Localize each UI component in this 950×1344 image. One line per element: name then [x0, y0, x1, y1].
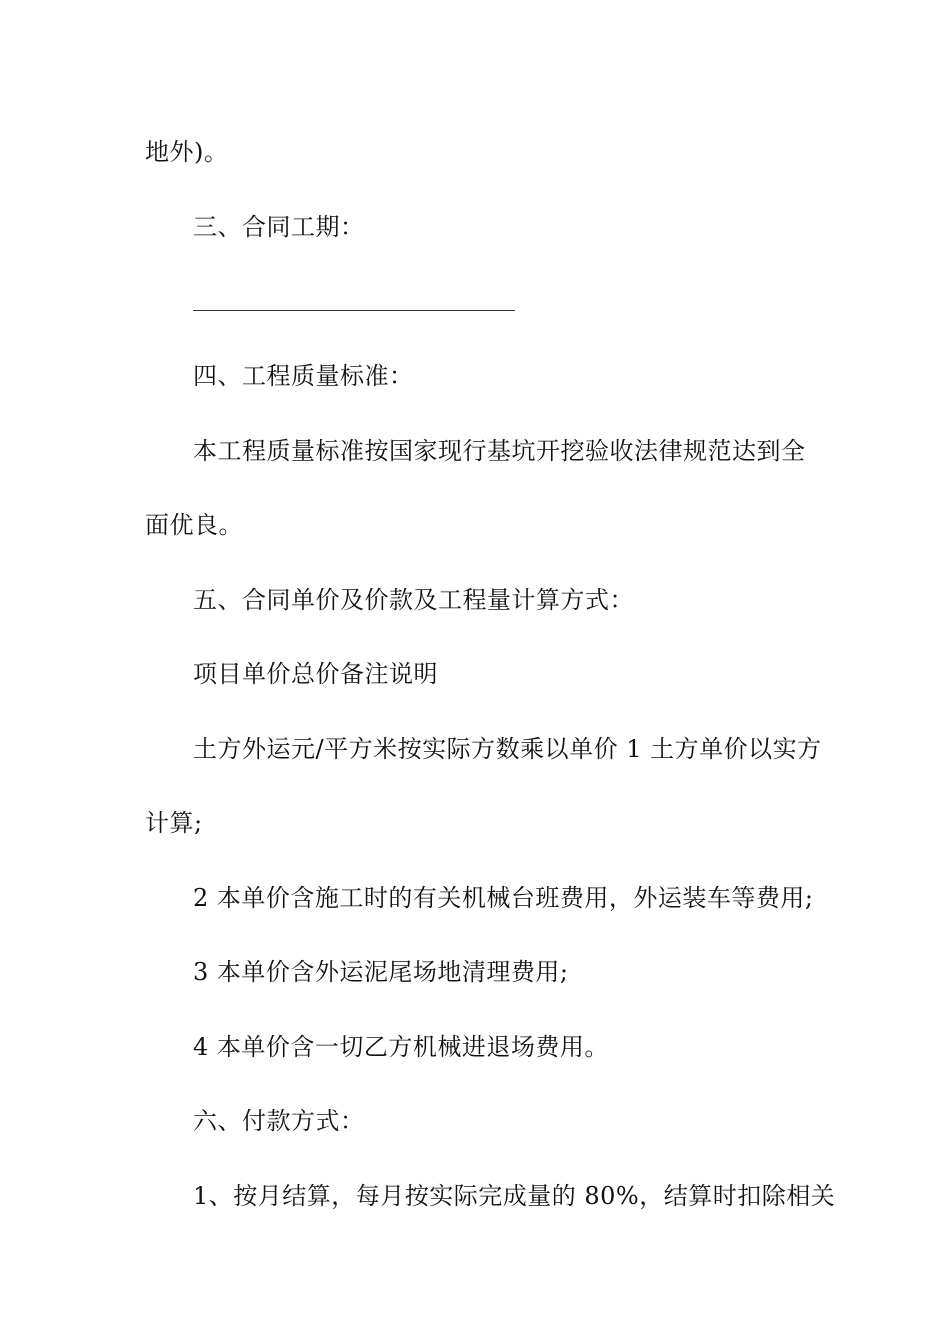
text-line-continuation: 地外)。: [145, 138, 229, 166]
pricing-note-3: 3 本单价含外运泥尾场地清理费用;: [193, 958, 569, 986]
paragraph-quality-line-2: 面优良。: [145, 511, 243, 539]
section-heading-payment: 六、付款方式：: [193, 1107, 365, 1135]
section-heading-quality-standard: 四、工程质量标准：: [193, 362, 414, 390]
paragraph-quality-line-1: 本工程质量标准按国家现行基坑开挖验收法律规范达到全: [193, 437, 806, 465]
table-header-line: 项目单价总价备注说明: [193, 660, 438, 688]
payment-item-1: 1、按月结算，每月按实际完成量的 80%，结算时扣除相关: [193, 1182, 836, 1210]
section-heading-contract-period: 三、合同工期：: [193, 213, 365, 241]
pricing-note-2: 2 本单价含施工时的有关机械台班费用，外运装车等费用;: [193, 884, 814, 912]
pricing-note-4: 4 本单价含一切乙方机械进退场费用。: [193, 1033, 609, 1061]
pricing-item-line-1: 土方外运元/平方米按实际方数乘以单价 1 土方单价以实方: [193, 735, 822, 763]
section-heading-pricing: 五、合同单价及价款及工程量计算方式：: [193, 586, 634, 614]
fill-in-blank-line: [193, 310, 515, 311]
pricing-item-line-2: 计算;: [145, 809, 203, 837]
